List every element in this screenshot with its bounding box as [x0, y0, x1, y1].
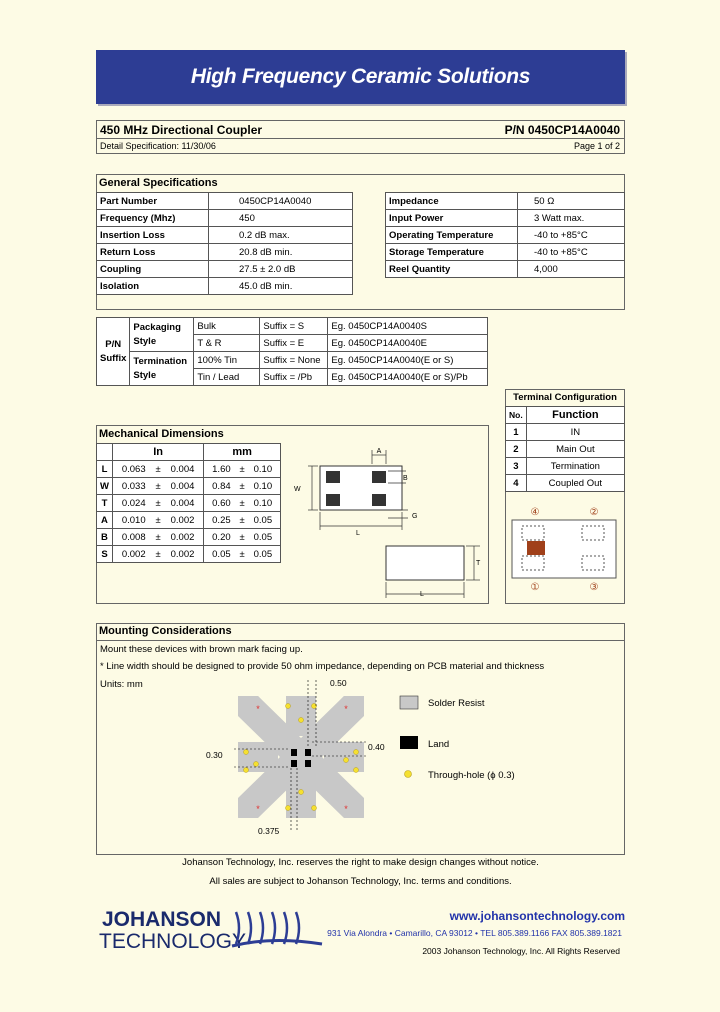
spec-value: 450 — [209, 210, 353, 227]
dimension-pm: ± — [239, 478, 246, 495]
mm-header: mm — [204, 444, 281, 461]
terminal-row — [506, 424, 625, 441]
spec-value: 45.0 dB min. — [209, 278, 353, 295]
terminal-function: Main Out — [526, 441, 624, 458]
terminal-function: Termination — [526, 458, 624, 475]
dimension-mm: 1.60 — [204, 461, 239, 478]
footer-disclaimer: Johanson Technology, Inc. reserves the right to make design changes without notice. — [182, 857, 539, 868]
mechanical-title: Mechanical Dimensions — [99, 428, 224, 440]
website-link[interactable]: www.johansontechnology.com — [449, 909, 625, 923]
terminal-row — [506, 475, 625, 492]
pin-3-label: ③ — [589, 582, 599, 593]
legend-resist-swatch — [400, 696, 418, 709]
terminal-table — [505, 406, 625, 492]
brown-mark — [527, 541, 545, 555]
svg-text:L: L — [356, 530, 360, 537]
suffix-code: Suffix = S — [260, 318, 328, 335]
dim-040: 0.40 — [368, 742, 385, 752]
dimension-row — [97, 478, 281, 495]
dimension-in: 0.008 — [112, 529, 154, 546]
dimension-key: T — [97, 495, 113, 512]
general-specs-title: General Specifications — [99, 177, 218, 189]
logo-text-1: JOHANSON — [102, 908, 222, 931]
legend-land: Land — [428, 739, 450, 750]
spec-row — [97, 227, 353, 244]
terminal-no: 1 — [506, 424, 527, 441]
dimension-in-tol: 0.004 — [162, 495, 204, 512]
dimension-mm-tol: 0.10 — [246, 461, 281, 478]
terminal-config-title: Terminal Configuration — [513, 392, 617, 403]
spec-row — [386, 193, 625, 210]
dimension-pm: ± — [239, 546, 246, 563]
suffix-code: Suffix = /Pb — [260, 369, 328, 386]
dim-030: 0.30 — [206, 750, 223, 760]
packaging-style-label: Packaging Style — [130, 318, 194, 352]
spec-value: 20.8 dB min. — [209, 244, 353, 261]
dimension-pm: ± — [239, 529, 246, 546]
dimension-row — [97, 529, 281, 546]
spec-row — [386, 261, 625, 278]
dimension-mm: 0.60 — [204, 495, 239, 512]
dimension-pm: ± — [155, 529, 162, 546]
spec-row — [386, 244, 625, 261]
spec-value: 4,000 — [518, 261, 625, 278]
dimension-pm: ± — [155, 546, 162, 563]
suffix-code: Suffix = E — [260, 335, 328, 352]
svg-text:G: G — [412, 513, 418, 520]
suffix-example: Eg. 0450CP14A0040E — [328, 335, 488, 352]
legend-resist: Solder Resist — [428, 698, 485, 709]
svg-text:*: * — [256, 704, 260, 714]
dimension-pm: ± — [239, 512, 246, 529]
suffix-style: T & R — [194, 335, 260, 352]
terminal-function-header: Function — [526, 407, 624, 424]
dimension-in-tol: 0.004 — [162, 478, 204, 495]
dimension-row — [97, 461, 281, 478]
suffix-example: Eg. 0450CP14A0040(E or S) — [328, 352, 488, 369]
dim-0375: 0.375 — [258, 826, 280, 836]
dimension-pm: ± — [239, 461, 246, 478]
svg-text:A: A — [376, 448, 382, 455]
spec-label: Frequency (Mhz) — [97, 210, 209, 227]
footer-copyright: 2003 Johanson Technology, Inc. All Rights Reserved — [422, 946, 620, 956]
mounting-title: Mounting Considerations — [99, 625, 232, 637]
termination-style-label: Termination Style — [130, 352, 194, 386]
page-number: Page 1 of 2 — [573, 141, 620, 151]
dimension-pm: ± — [155, 478, 162, 495]
header-banner — [96, 50, 625, 104]
dimension-mm-tol: 0.05 — [246, 546, 281, 563]
spec-label: Impedance — [386, 193, 518, 210]
spec-row — [97, 278, 353, 295]
spec-label: Input Power — [386, 210, 518, 227]
mechanical-table — [96, 443, 281, 563]
dimension-key: B — [97, 529, 113, 546]
dimension-in-tol: 0.002 — [162, 546, 204, 563]
spec-value: 0450CP14A0040 — [209, 193, 353, 210]
spec-label: Part Number — [97, 193, 209, 210]
dimension-in-tol: 0.002 — [162, 512, 204, 529]
spec-label: Reel Quantity — [386, 261, 518, 278]
svg-text:T: T — [476, 560, 481, 567]
dimension-key: W — [97, 478, 113, 495]
inch-header: In — [112, 444, 203, 461]
svg-text:*: * — [344, 704, 348, 714]
dimension-mm: 0.25 — [204, 512, 239, 529]
suffix-table — [96, 317, 488, 386]
dim-050: 0.50 — [330, 678, 347, 688]
product-header — [96, 120, 625, 154]
terminal-no: 3 — [506, 458, 527, 475]
legend-hole: Through-hole (ϕ 0.3) — [428, 770, 515, 781]
terminal-row — [506, 458, 625, 475]
spec-row — [97, 261, 353, 278]
dimension-mm-tol: 0.05 — [246, 512, 281, 529]
pn-suffix-label: P/N Suffix — [97, 318, 130, 386]
spec-row — [97, 210, 353, 227]
dimension-in: 0.063 — [112, 461, 154, 478]
suffix-example: Eg. 0450CP14A0040S — [328, 318, 488, 335]
dimension-pm: ± — [239, 495, 246, 512]
svg-text:B: B — [403, 475, 408, 482]
mechanical-drawing — [290, 444, 486, 602]
spec-label: Insertion Loss — [97, 227, 209, 244]
pin-4-label: ④ — [530, 507, 540, 518]
dimension-mm-tol: 0.10 — [246, 495, 281, 512]
spec-value: 27.5 ± 2.0 dB — [209, 261, 353, 278]
suffix-style: Tin / Lead — [194, 369, 260, 386]
johanson-logo — [98, 906, 328, 954]
spec-value: -40 to +85°C — [518, 227, 625, 244]
legend-hole-swatch — [405, 771, 412, 778]
footer-terms: All sales are subject to Johanson Technology, Inc. terms and conditions. — [209, 876, 512, 887]
general-specs-right-table — [385, 192, 625, 278]
spec-label: Storage Temperature — [386, 244, 518, 261]
suffix-style: Bulk — [194, 318, 260, 335]
terminal-no: 2 — [506, 441, 527, 458]
spec-label: Isolation — [97, 278, 209, 295]
dimension-in: 0.010 — [112, 512, 154, 529]
spec-row — [97, 244, 353, 261]
suffix-example: Eg. 0450CP14A0040(E or S)/Pb — [328, 369, 488, 386]
dimension-key: L — [97, 461, 113, 478]
dimension-pm: ± — [155, 461, 162, 478]
pin-1-label: ① — [530, 582, 540, 593]
terminal-no: 4 — [506, 475, 527, 492]
legend-land-swatch — [400, 736, 418, 749]
mounting-footprint-diagram — [200, 672, 600, 852]
spec-value: 50 Ω — [518, 193, 625, 210]
dimension-key: S — [97, 546, 113, 563]
spec-label: Operating Temperature — [386, 227, 518, 244]
mounting-units: Units: mm — [100, 679, 143, 690]
spec-value: 0.2 dB max. — [209, 227, 353, 244]
mounting-line1: Mount these devices with brown mark facing up. — [100, 644, 303, 655]
spec-row — [386, 227, 625, 244]
logo-text-2: TECHNOLOGY — [99, 930, 247, 953]
terminal-function: Coupled Out — [526, 475, 624, 492]
dimension-mm-tol: 0.05 — [246, 529, 281, 546]
dimension-in: 0.024 — [112, 495, 154, 512]
footer-address: 931 Via Alondra • Camarillo, CA 93012 • TEL 805.389.1166 FAX 805.389.1821 — [327, 928, 622, 938]
spec-row — [97, 193, 353, 210]
suffix-style: 100% Tin — [194, 352, 260, 369]
dimension-pm: ± — [155, 495, 162, 512]
part-number-title: P/N 0450CP14A0040 — [504, 123, 620, 137]
general-specs-left-table — [96, 192, 353, 295]
spec-value: -40 to +85°C — [518, 244, 625, 261]
svg-text:*: * — [344, 804, 348, 814]
dimension-key: A — [97, 512, 113, 529]
spec-label: Return Loss — [97, 244, 209, 261]
dimension-row — [97, 495, 281, 512]
dimension-in: 0.002 — [112, 546, 154, 563]
dimension-in-tol: 0.004 — [162, 461, 204, 478]
spec-row — [386, 210, 625, 227]
dimension-in: 0.033 — [112, 478, 154, 495]
dimension-mm: 0.20 — [204, 529, 239, 546]
dimension-mm: 0.84 — [204, 478, 239, 495]
pin-2-label: ② — [589, 507, 599, 518]
terminal-row — [506, 441, 625, 458]
suffix-code: Suffix = None — [260, 352, 328, 369]
banner-title: High Frequency Ceramic Solutions — [190, 65, 531, 88]
svg-text:W: W — [294, 486, 301, 493]
terminal-no-header: No. — [506, 407, 527, 424]
terminal-function: IN — [526, 424, 624, 441]
terminal-pinout-diagram — [510, 500, 620, 596]
spec-date: Detail Specification: 11/30/06 — [100, 141, 216, 151]
svg-text:*: * — [256, 804, 260, 814]
svg-text:L: L — [420, 591, 424, 598]
dimension-pm: ± — [155, 512, 162, 529]
spec-value: 3 Watt max. — [518, 210, 625, 227]
product-title: 450 MHz Directional Coupler — [100, 123, 263, 137]
dimension-row — [97, 512, 281, 529]
dimension-mm: 0.05 — [204, 546, 239, 563]
dimension-in-tol: 0.002 — [162, 529, 204, 546]
mounting-line2: * Line width should be designed to provide 50 ohm impedance, depending on PCB material and thickness — [100, 661, 545, 672]
spec-label: Coupling — [97, 261, 209, 278]
dimension-mm-tol: 0.10 — [246, 478, 281, 495]
dimension-row — [97, 546, 281, 563]
